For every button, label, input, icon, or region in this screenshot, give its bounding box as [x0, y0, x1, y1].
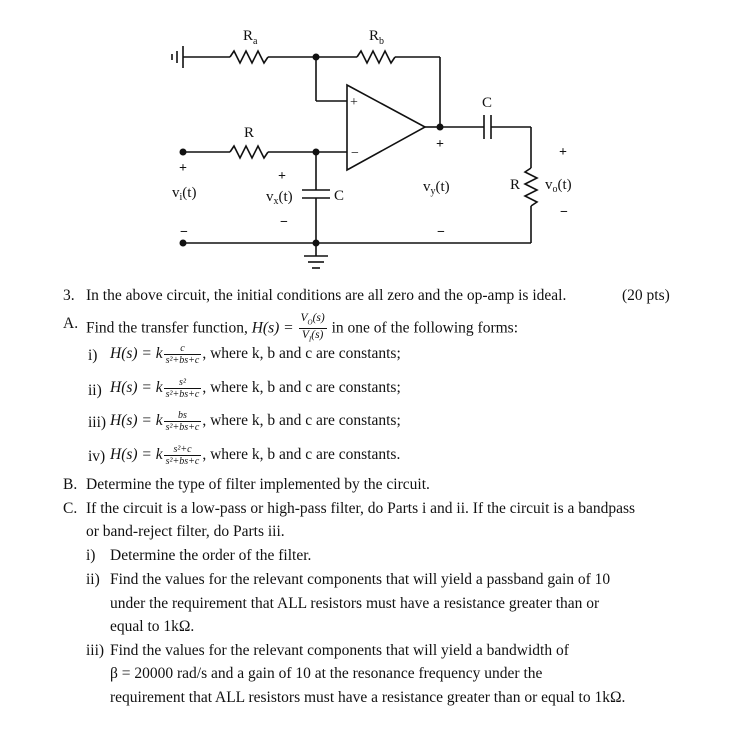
vi-minus: −: [180, 225, 188, 240]
resistor-rb: [357, 51, 395, 63]
label-ra: $R_a$: [243, 28, 258, 47]
label-vy: $v_y(t)$: [423, 179, 450, 197]
label-r-input: R: [244, 125, 255, 141]
part-a-letter: A.: [63, 315, 79, 332]
vo-plus: +: [559, 145, 567, 160]
option-iv-label: iv): [88, 448, 106, 465]
vo-minus: −: [560, 205, 568, 220]
vy-plus: +: [436, 137, 444, 152]
option-i: H(s) = k $\frac{c}{\text{s²+bs+c}}$ , where k, b and c are constants;: [110, 343, 401, 366]
part-c-i-text: Determine the order of the filter.: [110, 547, 312, 564]
capacitor-series: [484, 115, 491, 139]
label-c-series: C: [482, 95, 493, 111]
part-c-line2: or band-reject filter, do Parts iii.: [86, 523, 285, 540]
option-iii-label: iii): [88, 414, 107, 431]
label-vx: $v_x(t)$: [266, 189, 293, 207]
part-c-iii-text-3: requirement that ALL resistors must have a resistance greater than or equal to 1kΩ.: [110, 689, 626, 706]
terminal-vi-top: [180, 149, 187, 156]
part-c-ii-text-2: under the requirement that ALL resistors must have a resistance greater than or: [110, 595, 600, 612]
label-r-load: R: [510, 177, 521, 193]
circuit-diagram: [0, 0, 744, 290]
label-rb: $R_b$: [369, 28, 385, 47]
node-vx: [313, 149, 320, 156]
node-top: [313, 54, 320, 61]
part-c-line1: If the circuit is a low-pass or high-pass filter, do Parts i and ii. If the circuit is a bandpass: [86, 500, 636, 517]
resistor-r-load: [525, 168, 537, 206]
label-vi: $v_i(t)$: [172, 185, 197, 203]
vx-minus: −: [280, 215, 288, 230]
resistor-r-input: [230, 146, 268, 158]
resistor-ra: [230, 51, 268, 63]
option-ii: H(s) = k $\frac{\text{s²}}{\text{s²+bs+c}}$ , where k, b and c are constants;: [110, 377, 401, 400]
part-a-line: Find the transfer function, H(s) = $\frac{V_O(s)}{V_I(s)}$ in one of the following forms:: [86, 312, 519, 344]
option-ii-label: ii): [88, 382, 102, 399]
vx-plus: +: [278, 169, 286, 184]
capacitor-ground: [302, 190, 330, 198]
part-b-letter: B.: [63, 476, 78, 493]
terminal-vi-bottom: [180, 240, 187, 247]
ground-bottom-icon: [304, 243, 328, 268]
label-c-ground: C: [334, 188, 345, 204]
part-c-iii-text-2: β = 20000 rad/s and a gain of 10 at the resonance frequency under the: [110, 665, 543, 682]
part-c-ii-text-3: equal to 1kΩ.: [110, 618, 195, 635]
part-c-letter: C.: [63, 500, 78, 517]
ground-left-icon: [172, 46, 183, 68]
vy-minus: −: [437, 225, 445, 240]
problem-intro: In the above circuit, the initial conditions are all zero and the op-amp is ideal.: [86, 287, 567, 304]
label-vo: $v_o(t)$: [545, 177, 572, 195]
node-ground: [313, 240, 320, 247]
node-vy: [437, 124, 444, 131]
opamp-plus-sign: +: [350, 95, 358, 110]
option-iii: H(s) = k $\frac{bs}{\text{s²+bs+c}}$ , where k, b and c are constants;: [110, 410, 401, 433]
option-iv: H(s) = k $\frac{\text{s²+c}}{\text{s²+bs+c}}$ , where k, b and c are constants.: [110, 444, 401, 467]
problem-number: 3.: [63, 287, 75, 304]
part-c-ii-text-1: Find the values for the relevant components that will yield a passband gain of 10: [110, 571, 611, 588]
part-c-iii-text-1: Find the values for the relevant components that will yield a bandwidth of: [110, 642, 569, 659]
opamp-minus-sign: −: [351, 146, 359, 161]
problem-points: (20 pts): [622, 287, 670, 304]
vi-plus: +: [179, 161, 187, 176]
transfer-function-fraction: $\frac{V_O(s)}{V_I(s)}$: [300, 312, 325, 344]
part-c-iii-label: iii): [86, 642, 105, 659]
part-c-ii-label: ii): [86, 571, 100, 588]
part-c-i-label: i): [86, 547, 96, 564]
option-i-label: i): [88, 347, 98, 364]
part-b-text: Determine the type of filter implemented by the circuit.: [86, 476, 430, 493]
